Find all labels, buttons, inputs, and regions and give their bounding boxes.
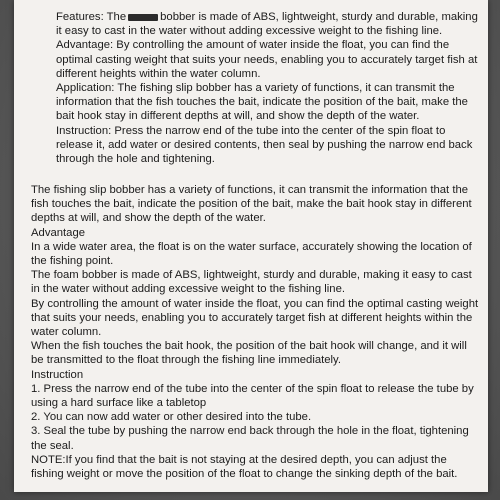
advantage-paragraph-1: In a wide water area, the float is on the water surface, accurately showing the location of the fishing point. bbox=[31, 240, 472, 268]
product-features-block bbox=[56, 10, 484, 166]
advantage-heading: Advantage bbox=[31, 226, 86, 239]
advantage-paragraph-2: The foam bobber is made of ABS, lightweight, sturdy and durable, making it easy to cast in the water without adding excessive weight to the fishing line. bbox=[31, 269, 472, 296]
instruction-heading: Instruction bbox=[31, 368, 84, 381]
features-text-start: Features: The bbox=[56, 11, 127, 23]
instruction-step-3: 3. Seal the tube by pushing the narrow end back through the hole in the float, tightening the seal. bbox=[31, 425, 469, 452]
application-paragraph: Application: The fishing slip bobber has a variety of functions, it can transmit the information that the fish touches the bait, indicate the position of the bait, make the bait hook stay in different depths at will, and show the depth of the water. bbox=[56, 82, 468, 123]
advantage-paragraph-4: When the fish touches the bait hook, the position of the bait hook will change, and it will be transmitted to the float through the fishing line immediately. bbox=[31, 340, 467, 367]
product-details-block bbox=[31, 183, 479, 481]
intro-paragraph: The fishing slip bobber has a variety of functions, it can transmit the information that the fish touches the bait, indicate the position of the bait, make the bait hook stay in different depths at will, and show the depth of the water. bbox=[31, 184, 472, 225]
redacted-brand-mark bbox=[128, 14, 158, 21]
instruction-step-2: 2. You can now add water or other desired into the tube. bbox=[31, 411, 312, 424]
advantage-paragraph-3: By controlling the amount of water inside the float, you can find the optimal casting weight that suits your needs, enabling you to accurately target fish at different heights within the water column. bbox=[31, 297, 479, 339]
note-paragraph: NOTE:If you find that the bait is not staying at the desired depth, you can adjust the fishing weight or move the position of the float to change the sinking depth of the bait. bbox=[31, 453, 458, 481]
printed-sheet bbox=[14, 0, 488, 492]
instruction-step-1: 1. Press the narrow end of the tube into the center of the spin float to release the tube by using a hard surface like a tabletop bbox=[31, 382, 474, 410]
features-paragraph bbox=[56, 10, 484, 38]
features-text-end: bobber is made of ABS, lightweight, sturdy and durable, making it easy to cast in the water without adding excessive weight to the fishing line. bbox=[56, 11, 478, 38]
advantage-paragraph: Advantage: By controlling the amount of water inside the float, you can find the optimal casting weight that suits your needs, enabling you to accurately target fish at different heights within the water column. bbox=[56, 39, 478, 80]
instruction-paragraph: Instruction: Press the narrow end of the tube into the center of the spin float to release it, add water or desired contents, then seal by pushing the narrow end back through the hole and tightening. bbox=[56, 124, 473, 166]
